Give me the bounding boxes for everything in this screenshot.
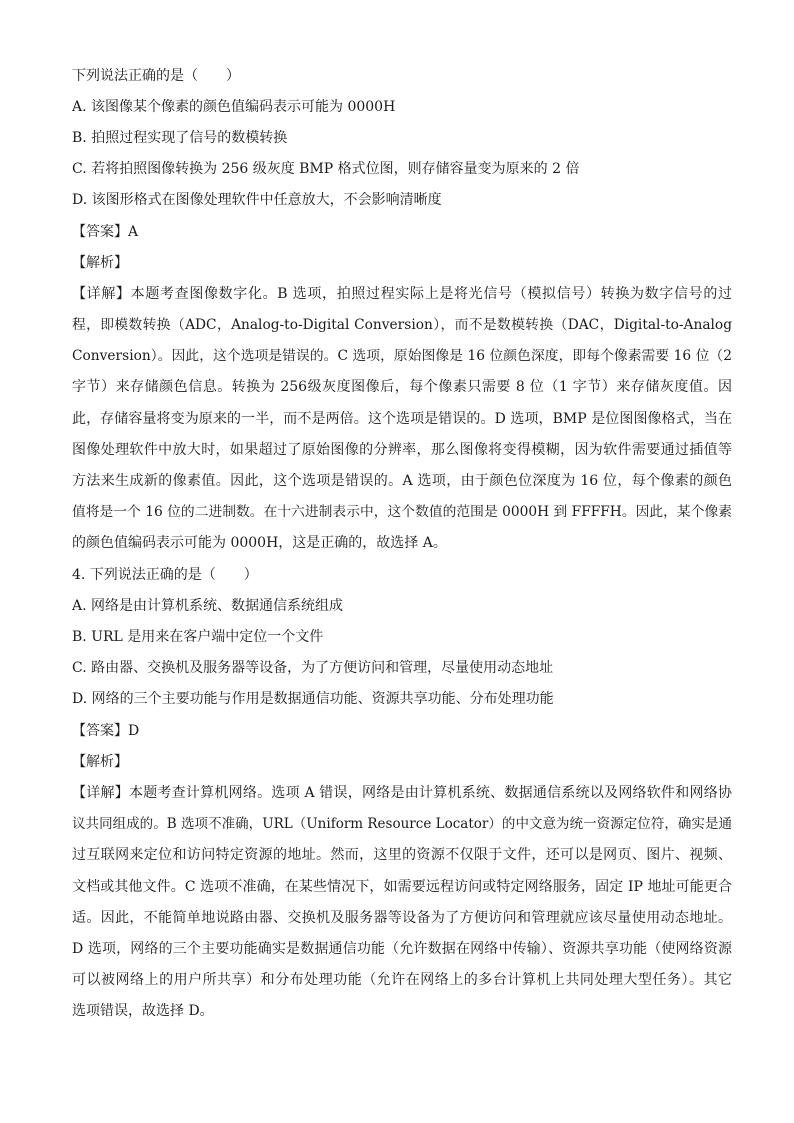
option-a: A. 网络是由计算机系统、数据通信系统组成 <box>72 598 344 614</box>
answer-label: 【答案】D <box>72 723 140 739</box>
detail-line: 图像处理软件中放大时，如果超过了原始图像的分辨率，那么图像将变得模糊，因为软件需要通过插值等 <box>72 442 732 458</box>
option-c: C. 路由器、交换机及服务器等设备，为了方便访问和管理，尽量使用动态地址 <box>72 660 554 676</box>
question-stem: 下列说法正确的是（ ） <box>72 68 240 84</box>
option-d: D. 网络的三个主要功能与作用是数据通信功能、资源共享功能、分布处理功能 <box>72 691 554 707</box>
question-stem: 4. 下列说法正确的是（ ） <box>72 567 258 583</box>
detail-line: 值将是一个 16 位的二进制数。在十六进制表示中，这个数值的范围是 0000H 到 FFFFH。因此，某个像素 <box>72 504 732 520</box>
detail-line: 文档或其他文件。C 选项不准确，在某些情况下，如需要远程访问或特定网络服务，固定 IP 地址可能更合 <box>72 879 732 895</box>
detail-line: 议共同组成的。B 选项不准确，URL（Uniform Resource Locator）的中文意为统一资源定位符，确实是通 <box>72 816 732 832</box>
detail-line: D 选项，网络的三个主要功能确实是数据通信功能（允许数据在网络中传输）、资源共享功能（使网络资源 <box>72 941 732 957</box>
detail-line: 【详解】本题考查图像数字化。B 选项，拍照过程实际上是将光信号（模拟信号）转换为数字信号的过 <box>72 286 732 302</box>
analysis-label: 【解析】 <box>72 255 128 271</box>
analysis-label: 【解析】 <box>72 754 128 770</box>
option-b: B. URL 是用来在客户端中定位一个文件 <box>72 629 324 645</box>
detail-line: Conversion）。因此，这个选项是错误的。C 选项，原始图像是 16 位颜色深度，即每个像素需要 16 位（2 <box>72 348 732 364</box>
detail-line: 程，即模数转换（ADC，Analog-to-Digital Conversion），而不是数模转换（DAC，Digital-to-Analog <box>72 317 732 333</box>
option-b: B. 拍照过程实现了信号的数模转换 <box>72 130 288 146</box>
option-d: D. 该图形格式在图像处理软件中任意放大，不会影响清晰度 <box>72 192 442 208</box>
detail-line: 【详解】本题考查计算机网络。选项 A 错误，网络是由计算机系统、数据通信系统以及网络软件和网络协 <box>72 785 732 801</box>
option-a: A. 该图像某个像素的颜色值编码表示可能为 0000H <box>72 99 396 115</box>
detail-line: 字节）来存储颜色信息。转换为 256级灰度图像后，每个像素只需要 8 位（1 字节）来存储灰度值。因 <box>72 379 732 395</box>
detail-line: 过互联网来定位和访问特定资源的地址。然而，这里的资源不仅限于文件，还可以是网页、图片、视频、 <box>72 847 732 863</box>
detail-line: 方法来生成新的像素值。因此，这个选项是错误的。A 选项，由于颜色位深度为 16 位，每个像素的颜色 <box>72 473 732 489</box>
detail-line: 的颜色值编码表示可能为 0000H，这是正确的，故选择 A。 <box>72 535 447 551</box>
option-c: C. 若将拍照图像转换为 256 级灰度 BMP 格式位图，则存储容量变为原来的 2 倍 <box>72 161 580 177</box>
detail-line: 选项错误，故选择 D。 <box>72 1003 214 1019</box>
detail-line: 适。因此，不能简单地说路由器、交换机及服务器等设备为了方便访问和管理就应该尽量使用动态地址。 <box>72 910 732 926</box>
detail-line: 此，存储容量将变为原来的一半，而不是两倍。这个选项是错误的。D 选项，BMP 是位图图像格式，当在 <box>72 411 732 427</box>
detail-line: 可以被网络上的用户所共享）和分布处理功能（允许在网络上的多台计算机上共同处理大型任务）。其它 <box>72 972 732 988</box>
answer-label: 【答案】A <box>72 224 139 240</box>
